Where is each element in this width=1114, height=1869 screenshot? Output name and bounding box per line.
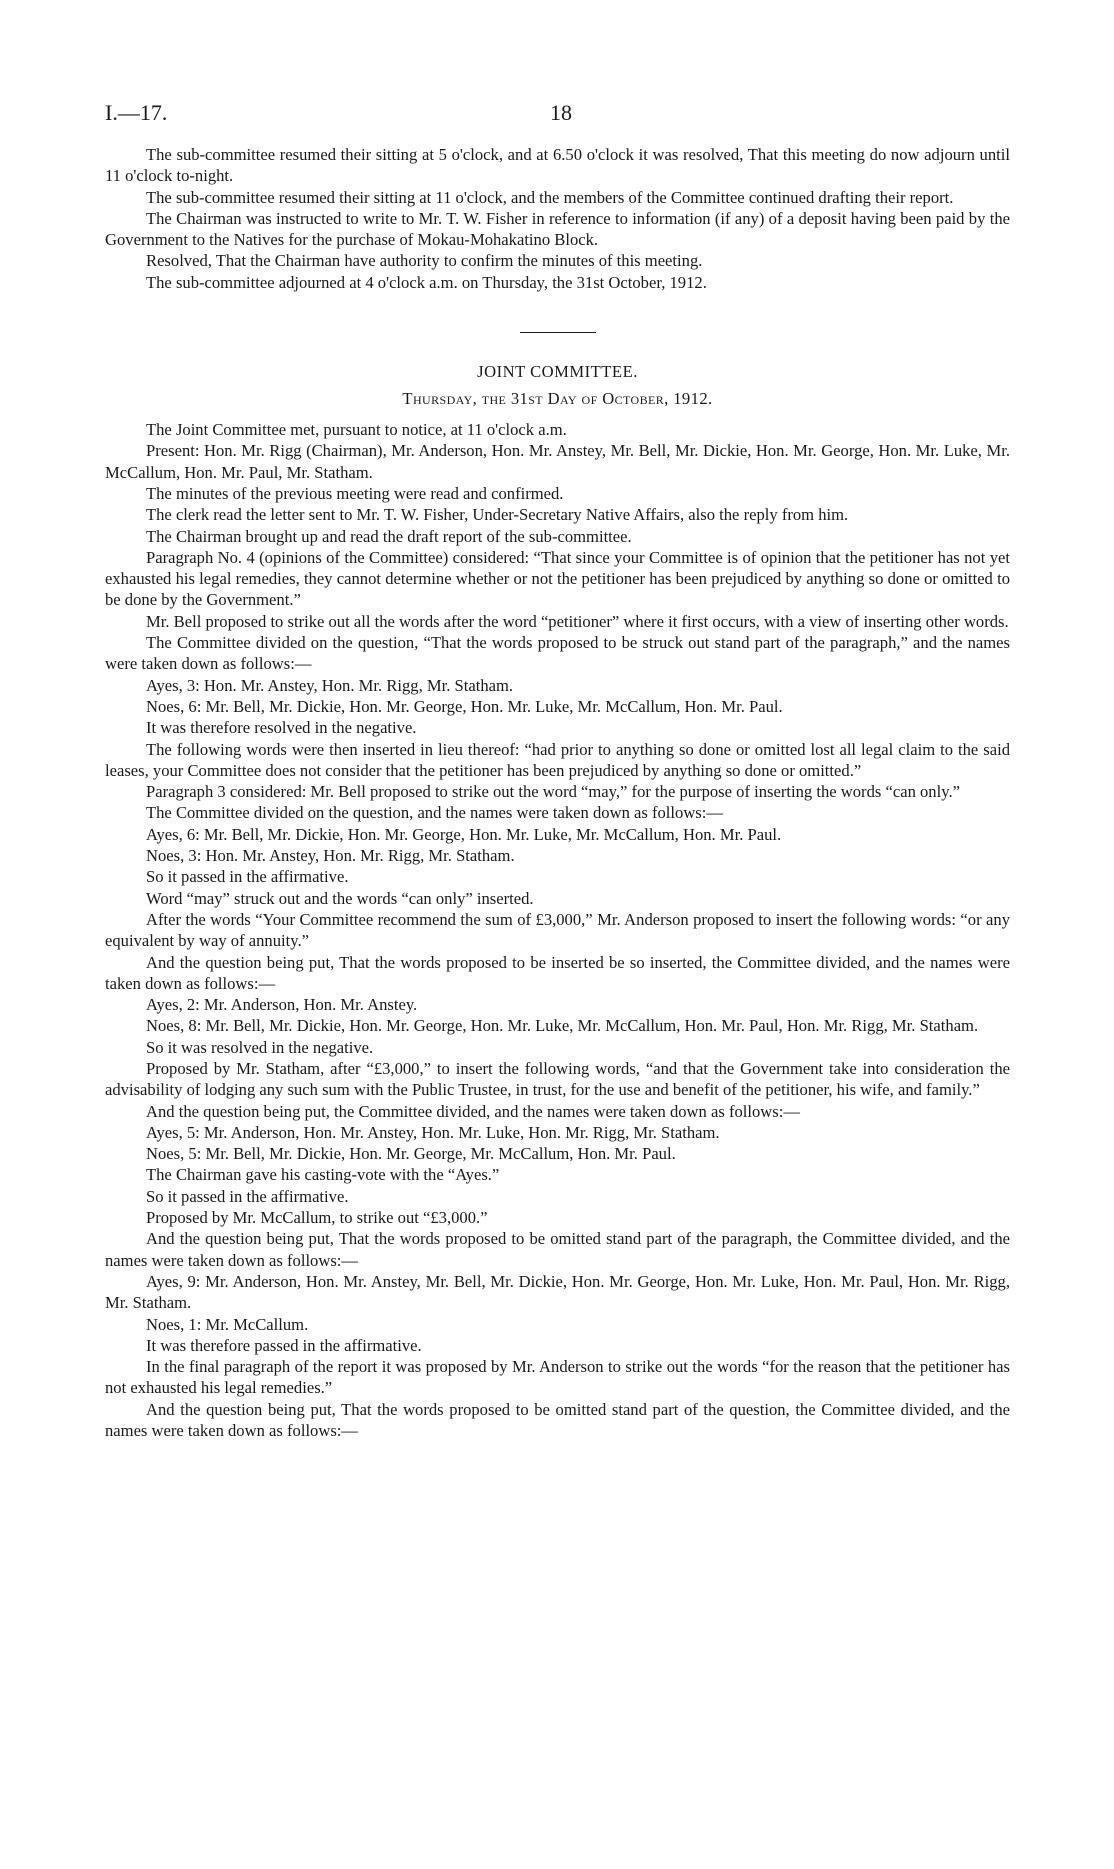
paragraph: The Committee divided on the question, and the names were taken down as follows:— (146, 803, 723, 823)
parliamentary-paper-reference: I.—17. (105, 100, 168, 125)
paragraph: The Chairman brought up and read the draft report of the sub-committee. (146, 526, 632, 546)
paragraph: So it passed in the affirmative. (146, 1186, 349, 1206)
paragraph: Ayes, 3: Hon. Mr. Anstey, Hon. Mr. Rigg, Mr. Statham. (146, 675, 514, 695)
paragraph: The Joint Committee met, pursuant to notice, at 11 o'clock a.m. (146, 420, 567, 440)
paragraph: The Chairman gave his casting-vote with the “Ayes.” (146, 1165, 500, 1185)
paragraph: Noes, 6: Mr. Bell, Mr. Dickie, Hon. Mr. George, Hon. Mr. Luke, Mr. McCallum, Hon. Mr. Paul. (146, 696, 783, 716)
paragraph: Word “may” struck out and the words “can only” inserted. (146, 888, 534, 908)
paragraph: Noes, 8: Mr. Bell, Mr. Dickie, Hon. Mr. George, Hon. Mr. Luke, Mr. McCallum, Hon. Mr. Paul, Hon. Mr. Rigg, Mr. Statham. (146, 1016, 979, 1036)
paragraph: Ayes, 5: Mr. Anderson, Hon. Mr. Anstey, Hon. Mr. Luke, Hon. Mr. Rigg, Mr. Statham. (146, 1122, 720, 1142)
section-heading: JOINT COMMITTEE. (477, 362, 638, 382)
paragraph: Mr. Bell proposed to strike out all the words after the word “petitioner” where it first occurs, with a view of inserting other words. (146, 611, 1009, 631)
paragraph: Ayes, 2: Mr. Anderson, Hon. Mr. Anstey. (146, 995, 418, 1015)
paragraph: Resolved, That the Chairman have authority to confirm the minutes of this meeting. (146, 251, 703, 271)
document-page (105, 100, 1010, 1441)
paragraph: Ayes, 6: Mr. Bell, Mr. Dickie, Hon. Mr. George, Hon. Mr. Luke, Mr. McCallum, Hon. Mr. Paul. (146, 824, 782, 844)
paragraph: Noes, 1: Mr. McCallum. (146, 1314, 309, 1334)
paragraph: The sub-committee adjourned at 4 o'clock a.m. on Thursday, the 31st October, 1912. (146, 272, 707, 292)
paragraph: After the words “Your Committee recommend the sum of £3,000,” Mr. Anderson proposed to insert the following words: “or any equivalent by way of annuity.” (105, 909, 1010, 951)
meeting-date: Thursday, the 31st Day of October, 1912. (402, 389, 713, 409)
paragraph: And the question being put, That the words proposed to be inserted be so inserted, the Committee divided, and the names were taken down as follows:— (105, 952, 1010, 993)
paragraph: Ayes, 9: Mr. Anderson, Hon. Mr. Anstey, Mr. Bell, Mr. Dickie, Hon. Mr. George, Hon. Mr. Luke, Hon. Mr. Paul, Hon. Mr. Rigg, Mr. Statham. (105, 1271, 1010, 1313)
section-divider (520, 332, 596, 333)
paragraph: The Chairman was instructed to write to Mr. T. W. Fisher in reference to information (if any) of a deposit having been paid by the Government to the Natives for the purchase of Mokau-Mohakatino Block. (105, 208, 1010, 250)
paragraph: In the final paragraph of the report it was proposed by Mr. Anderson to strike out the words “for the reason that the petitioner has not exhausted his legal remedies.” (105, 1357, 1010, 1398)
paragraph: So it passed in the affirmative. (146, 867, 349, 887)
paragraph: Noes, 3: Hon. Mr. Anstey, Hon. Mr. Rigg, Mr. Statham. (146, 846, 515, 866)
paragraph: And the question being put, That the words proposed to be omitted stand part of the question, the Committee divided, and the names were taken down as follows:— (105, 1399, 1010, 1441)
paragraph: Paragraph 3 considered: Mr. Bell proposed to strike out the word “may,” for the purpose of inserting the words “can only.” (146, 782, 960, 802)
paragraph: Present: Hon. Mr. Rigg (Chairman), Mr. Anderson, Hon. Mr. Anstey, Mr. Bell, Mr. Dickie, Hon. Mr. George, Hon. Mr. Luke, Mr. McCallum, Hon. Mr. Paul, Mr. Statham. (105, 441, 1010, 482)
paragraph: The following words were then inserted in lieu thereof: “had prior to anything so done or omitted lost all legal claim to the said leases, your Committee does not consider that the petitioner has been prejudiced by anything so done or omitted.” (105, 739, 1010, 780)
paragraph: The minutes of the previous meeting were read and confirmed. (146, 483, 564, 503)
paragraph: The sub-committee resumed their sitting at 11 o'clock, and the members of the Committee continued drafting their report. (146, 187, 954, 207)
paragraph: And the question being put, the Committee divided, and the names were taken down as follows:— (146, 1101, 800, 1121)
paragraph: And the question being put, That the words proposed to be omitted stand part of the paragraph, the Committee divided, and the names were taken down as follows:— (105, 1229, 1010, 1270)
page-number: 18 (550, 100, 572, 125)
sub-committee-minutes (105, 144, 1010, 293)
paragraph: So it was resolved in the negative. (146, 1037, 374, 1057)
paragraph: It was therefore passed in the affirmative. (146, 1335, 422, 1355)
paragraph: Paragraph No. 4 (opinions of the Committee) considered: “That since your Committee is of opinion that the petitioner has not yet exhausted his legal remedies, they cannot determine whether or not the petitioner has been prejudiced by anything so done or omitted to be done by the Government.” (105, 547, 1010, 610)
joint-committee-minutes (105, 419, 1010, 1441)
paragraph: It was therefore resolved in the negative. (146, 718, 417, 738)
paragraph: The sub-committee resumed their sitting at 5 o'clock, and at 6.50 o'clock it was resolved, That this meeting do now adjourn until 11 o'clock to-night. (105, 145, 1010, 186)
paragraph: The clerk read the letter sent to Mr. T. W. Fisher, Under-Secretary Native Affairs, also the reply from him. (146, 505, 849, 525)
paragraph: Proposed by Mr. McCallum, to strike out “£3,000.” (146, 1208, 488, 1228)
paragraph: The Committee divided on the question, “That the words proposed to be struck out stand part of the paragraph,” and the names were taken down as follows:— (105, 633, 1010, 674)
paragraph: Proposed by Mr. Statham, after “£3,000,” to insert the following words, “and that the Government take into consideration the advisability of lodging any such sum with the Public Trustee, in trust, for the use and benefit of the petitioner, his wife, and family.” (105, 1058, 1010, 1100)
paragraph: Noes, 5: Mr. Bell, Mr. Dickie, Hon. Mr. George, Mr. McCallum, Hon. Mr. Paul. (146, 1144, 676, 1164)
page-header (105, 100, 1010, 136)
